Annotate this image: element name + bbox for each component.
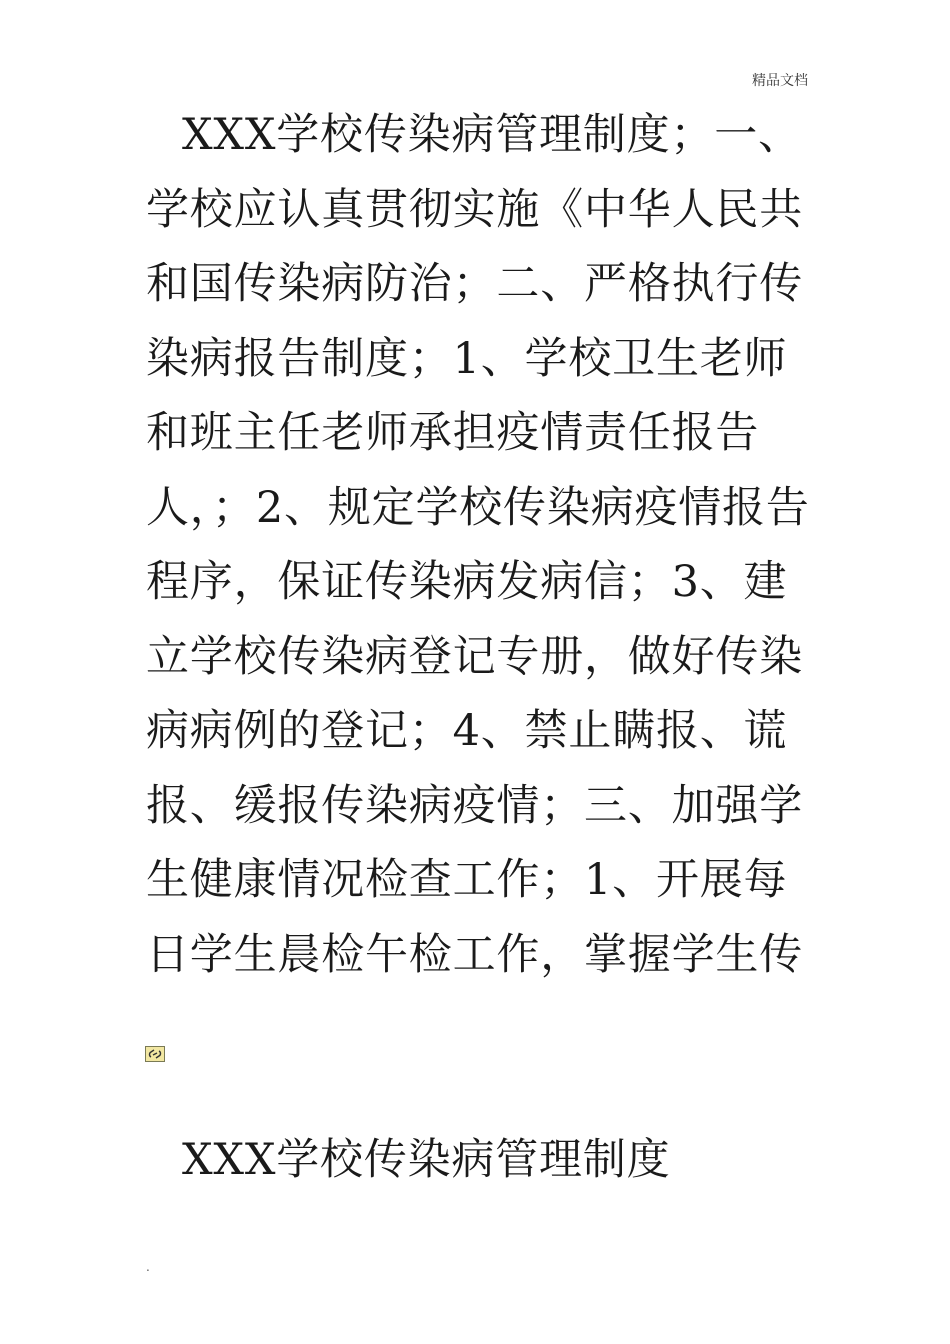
document-title: XXX学校传染病管理制度 bbox=[182, 1135, 671, 1185]
embedded-object-icon[interactable] bbox=[145, 1046, 165, 1062]
body-paragraph: XXX学校传染病管理制度；一、学校应认真贯彻实施《中华人民共和国传染病防治；二、严格执行传染病报告制度；1、学校卫生老师和班主任老师承担疫情责任报告人，；2、规定学校传染病疫情报告程序，保证传染病发病信；3、建立学校传染病登记专册，做好传染病病例的登记；4、禁止瞒报、谎报、缓报传染病疫情；三、加强学生健康情况检查工作；1、开展每日学生晨检午检工作，掌握学生传 bbox=[146, 110, 810, 980]
header-note: 精品文档 bbox=[752, 73, 808, 89]
link-icon bbox=[146, 1047, 164, 1061]
footer-mark: . bbox=[146, 1260, 150, 1274]
